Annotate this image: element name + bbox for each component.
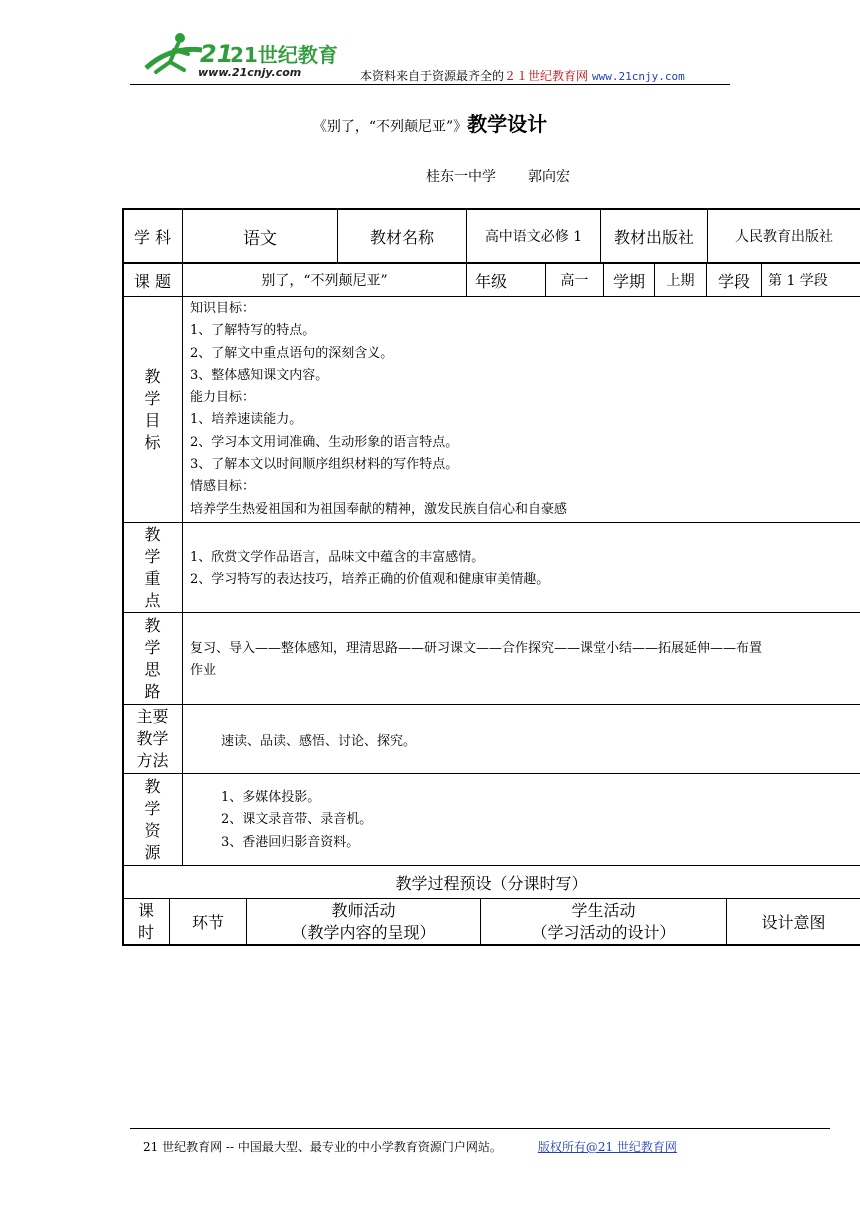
- document-title: 《别了，“不列颠尼亚”》教学设计: [312, 112, 548, 136]
- topic-value: 别了，“不列颠尼亚”: [261, 273, 388, 289]
- svg-text:21: 21: [200, 40, 234, 68]
- author-school: 桂东一中学: [426, 169, 496, 185]
- focus-content: 1、欣赏文学作品语言，品味文中蕴含的丰富感情。 2、学习特写的表达技巧，培养正确的价值观和健康审美情趣。: [190, 550, 550, 588]
- header-site-name[interactable]: ２１世纪教育网: [504, 69, 589, 83]
- resources-content: 1、多媒体投影。 2、课文录音带、录音机。 3、香港回归影音资料。: [221, 790, 373, 850]
- methods-label: 主要 教学 方法: [136, 707, 169, 770]
- textbook-value: 高中语文必修 1: [484, 229, 583, 245]
- term-value: 上期: [666, 273, 695, 289]
- header-note: 本资料来自于资源最齐全的２１世纪教育网 www.21cnjy.com: [360, 69, 685, 83]
- svg-text:www.21cnjy.com: www.21cnjy.com: [198, 66, 302, 79]
- header-site-url[interactable]: www.21cnjy.com: [592, 70, 685, 83]
- subject-value: 语文: [243, 228, 277, 249]
- footer-divider: [130, 1128, 830, 1129]
- step-header: 环节: [191, 913, 224, 932]
- period-header: 课 时: [137, 900, 154, 942]
- textbook-label: 教材名称: [369, 227, 434, 247]
- topic-label: 课 题: [133, 271, 172, 291]
- student-activity-header: 学生活动 （学习活动的设计）: [531, 900, 676, 942]
- goals-content: 知识目标： 1、了解特写的特点。 2、了解文中重点语句的深刻含义。 3、整体感知课文内容。 能力目标： 1、培养速读能力。 2、学习本文用词准确、生动形象的语言特点。 3、了解本文以时间顺序组织材料的写作特点。 情感目标： 培养学生热爱祖国和为祖国奉献的精神，激发民族自信心和自豪感: [190, 301, 568, 517]
- svg-text:21世纪教育: 21世纪教育: [230, 43, 338, 67]
- stage-label: 学段: [717, 271, 750, 291]
- grade-label: 年级: [475, 271, 508, 291]
- design-intent-header: 设计意图: [761, 913, 826, 932]
- footer: [143, 1138, 677, 1155]
- approach-content: 复习、导入——整体感知，理清思路——研习课文——合作探究——课堂小结——拓展延伸——布置 作业: [190, 641, 763, 679]
- resources-label: 教 学 资 源: [144, 776, 161, 862]
- footer-copyright-link[interactable]: 版权所有@21 世纪教育网: [537, 1140, 677, 1154]
- stage-value: 第 1 学段: [768, 273, 828, 289]
- publisher-label: 教材出版社: [613, 227, 694, 247]
- goals-label: 教 学 目 标: [144, 366, 161, 452]
- publisher-value: 人民教育出版社: [735, 229, 833, 245]
- methods-content: 速读、品读、感悟、讨论、探究。: [221, 734, 417, 749]
- site-logo: [140, 28, 340, 88]
- teacher-activity-header: 教师活动 （教学内容的呈现）: [291, 900, 436, 942]
- header-divider: [130, 84, 730, 85]
- approach-label: 教 学 思 路: [144, 615, 161, 701]
- grade-value: 高一: [560, 273, 589, 289]
- author-line: [426, 166, 570, 186]
- focus-label: 教 学 重 点: [144, 524, 161, 610]
- footer-text: 21 世纪教育网 -- 中国最大型、最专业的中小学教育资源门户网站。: [143, 1140, 502, 1154]
- process-title: 教学过程预设（分课时写）: [395, 873, 588, 893]
- term-label: 学期: [612, 271, 645, 291]
- author-name: 郭向宏: [528, 169, 570, 185]
- subject-label: 学 科: [133, 227, 172, 247]
